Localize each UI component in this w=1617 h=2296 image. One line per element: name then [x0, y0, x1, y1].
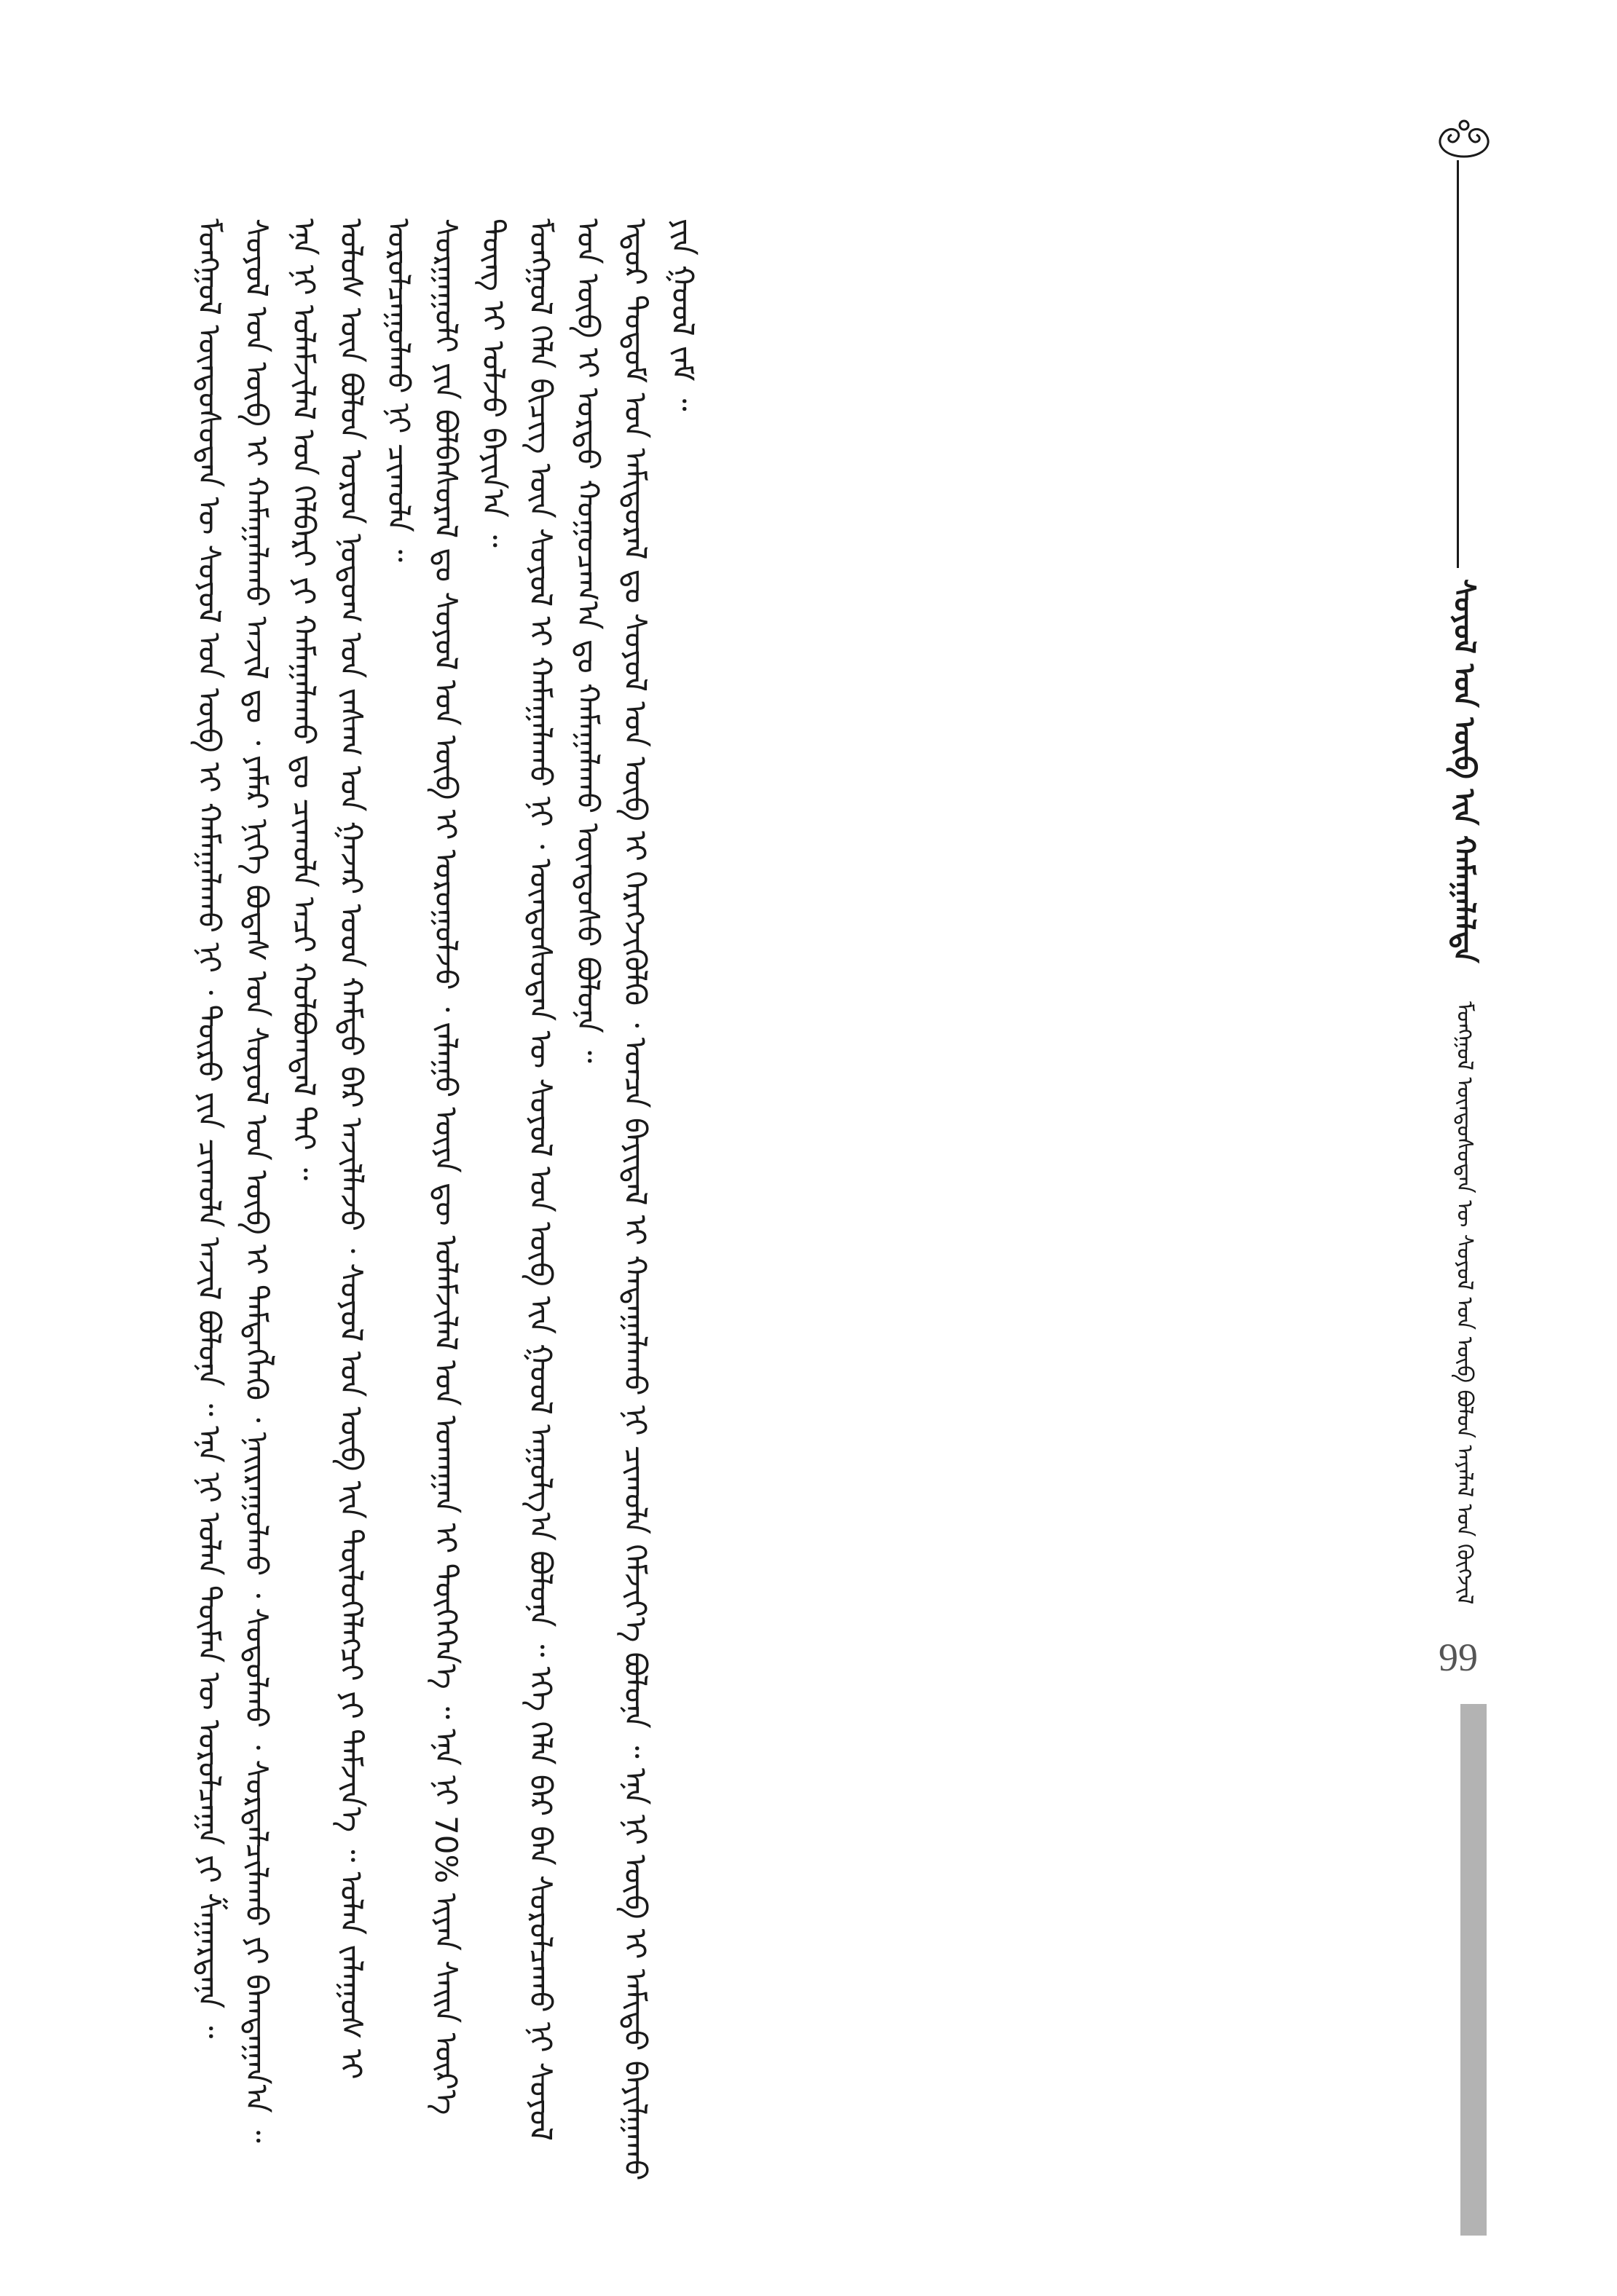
paragraph: ᠡᠳᠦᠷ ᠲᠤᠲᠤᠮ ᠤᠨ ᠠᠮᠢᠳᠤᠷᠠᠯ ᠳᠤ ᠰᠣᠶᠣᠯ ᠤᠨ ᠥᠪ ᠢ ᠬᠡᠷᠡᠭᠵᠢᠭᠦᠯᠬᠦ ᠂ ᠣᠨᠴᠠ ᠪᠠᠶᠢᠳᠠᠯ ᠢ ᠬᠠᠳᠠᠭᠠᠯᠠᠬᠤ ᠨᠢ ᠴᠢᠬᠤᠯᠠ ᠬᠡᠮᠵᠢᠶ᠎ᠡ ᠪᠣᠯᠣᠨᠠ ᠃ ᠡᠨᠡ ᠨᠢ ᠥᠪ ᠢ ᠠᠮᠢᠳᠤ ᠪᠠᠶᠢᠯᠭᠠᠬᠤ ᠶᠢᠨ ᠭᠣᠣᠯ ᠵᠠᠮ ᠃: [618, 218, 701, 2181]
ornament-icon: [1424, 117, 1504, 160]
paragraph: ᠤᠯᠤᠰ ᠦᠨ ᠪᠣᠯᠤᠨ ᠣᠷᠣᠨ ᠨᠤᠲᠤᠭ ᠤᠨ ᠵᠠᠰᠠᠭ ᠤᠨ ᠭᠠᠵᠠᠷ ᠤᠳ ᠬᠠᠮᠲᠤ ᠪᠠᠷ ᠠᠵᠢᠯᠯᠠᠵᠤ ᠂ ᠰᠣᠶᠣᠯ ᠤᠨ ᠥᠪ ᠢᠨ ᠲᠥᠯᠥᠭᠡᠯᠡᠭᠴᠢ ᠶᠢ ᠳᠡᠮᠵᠢᠨ᠎ᠡ ᠃ ᠣᠯᠠᠨ ᠵᠠᠯᠠᠭᠤᠰ ᠢ ᠤᠷᠤᠯᠴᠠᠭᠤᠯᠬᠤ ᠨᠢ ᠴᠢᠬᠤᠯᠠ ᠃: [334, 218, 417, 2080]
header-title: ᠰᠣᠶᠣᠯ ᠤᠨ ᠥᠪ ᠢᠨ ᠬᠠᠮᠠᠭᠠᠯᠠᠯᠲᠠ: [1447, 579, 1481, 963]
running-header: [1449, 579, 1479, 1605]
paragraph: ᠮᠣᠩᠭᠣᠯ ᠬᠡᠯᠡ ᠪᠢᠴᠢᠭ ᠦᠨ ᠰᠣᠶᠣᠯ ᠢ ᠬᠠᠮᠠᠭᠠᠯᠠᠬᠤ ᠨᠢ ᠂ ᠦᠨᠳᠦᠰᠦᠲᠡᠨ ᠦ ᠰᠣᠶᠣᠯ ᠤᠨ ᠥᠪ ᠢᠨ ᠭᠣᠣᠯ ᠠᠭᠤᠯᠭ᠎ᠠ ᠪᠣᠯᠣᠨᠠ ᠃ ᠡᠬᠡ ᠬᠡᠯᠡ ᠪᠡᠷ ᠪᠡᠨ ᠰᠤᠷᠤᠯᠴᠠᠬᠤ ᠨᠢ ᠰᠣᠶᠣᠯ ᠤᠨ ᠥᠪ ᠢ ᠤᠷᠲᠤ ᠬᠤᠭᠤᠴᠠᠭ᠎ᠠ ᠳᠤ ᠬᠠᠮᠠᠭᠠᠯᠠᠬᠤ ᠦᠨᠳᠦᠰᠦ ᠪᠣᠯᠣᠨᠠ ᠃: [523, 218, 606, 2141]
paragraph: ᠮᠣᠩᠭᠣᠯ ᠦᠨᠳᠦᠰᠦᠲᠡᠨ ᠦ ᠰᠣᠶᠣᠯ ᠤᠨ ᠥᠪ ᠢ ᠬᠠᠮᠠᠭᠠᠯᠠᠬᠤ ᠨᠢ ᠂ ᠲᠥᠷᠥ ᠶᠢᠨ ᠴᠢᠬᠤᠯᠠ ᠠᠵᠢᠯ ᠪᠣᠯᠣᠨᠠ ᠃ ᠡᠨᠡ ᠨᠢ ᠣᠯᠠᠨ ᠲᠦᠮᠡᠨ ᠦ ᠣᠷᠣᠯᠴᠠᠭᠠ ᠶᠢ ᠱᠠᠭᠠᠷᠳᠠᠨᠠ ᠃: [192, 218, 227, 2039]
paragraph: ᠰᠣᠶᠣᠯ ᠤᠨ ᠥᠪ ᠢ ᠬᠠᠮᠠᠭᠠᠯᠠᠬᠤ ᠠᠵᠢᠯ ᠳᠤ ᠂ ᠶᠠᠮᠠᠷ ᠨᠢᠭᠡ ᠪᠣᠳᠠᠰ ᠤᠨ ᠰᠣᠶᠣᠯ ᠤᠨ ᠥᠪ ᠢ ᠲᠡᠮᠳᠡᠭᠯᠡᠬᠦ ᠂ ᠨᠠᠢᠷᠠᠭᠤᠯᠬᠤ ᠂ ᠰᠣᠳᠤᠯᠬᠤ ᠂ ᠰᠤᠷᠲᠠᠯᠴᠢᠯᠠᠬᠤ ᠶᠢ ᠪᠠᠭᠲᠠᠭᠠᠨ᠎ᠠ ᠃ ᠡᠨᠡ ᠨᠢ ᠤᠯᠠᠮᠵᠢᠯᠠᠯ ᠤᠨ ᠬᠡᠯᠪᠡᠷᠢ ᠶᠢ ᠬᠠᠮᠠᠭᠠᠯᠠᠬᠤ ᠳᠤ ᠴᠢᠬᠤᠯᠠ ᠠᠴᠢ ᠬᠣᠯᠪᠣᠭᠳᠠᠯ ᠲᠠᠢ ᠃: [239, 218, 322, 2143]
side-tab: [1460, 1704, 1487, 2236]
page-number: 99: [1439, 1636, 1478, 1679]
body-text: [186, 218, 1409, 2185]
header-subtitle: ᠮᠣᠩᠭᠣᠯ ᠦᠨᠳᠦᠰᠦᠲᠡᠨ ᠦ ᠰᠣᠶᠣᠯ ᠤᠨ ᠥᠪ ᠪᠣᠯᠤᠨ ᠠᠶᠠᠯᠠᠯ ᠤᠨ ᠬᠥᠭᠵᠢᠯ: [1452, 1001, 1477, 1605]
paragraph: ᠰᠤᠷᠭᠠᠭᠤᠯᠢ ᠶᠢᠨ ᠪᠣᠯᠪᠠᠰᠤᠷᠠᠯ ᠳᠤ ᠰᠣᠶᠣᠯ ᠤᠨ ᠥᠪ ᠢ ᠣᠷᠣᠭᠤᠯᠵᠤ ᠂ ᠵᠠᠯᠠᠭᠤ ᠦᠶᠡ ᠳᠦ ᠤᠯᠠᠮᠵᠢᠯᠠᠯ ᠤᠨ ᠤᠬᠠᠭᠠᠨ ᠢ ᠲᠦᠭᠡᠬᠡᠨ᠎ᠡ ᠃ ᠡᠨᠡ ᠨᠢ 70% ᠢᠶᠠᠨ ᠰᠠᠢᠨ ᠦᠷ᠎ᠡ ᠳᠦᠩ ᠢ ᠣᠯᠵᠤ ᠪᠠᠶᠢᠨ᠎ᠠ ᠃: [428, 218, 511, 2115]
header-rule: [1457, 160, 1459, 568]
